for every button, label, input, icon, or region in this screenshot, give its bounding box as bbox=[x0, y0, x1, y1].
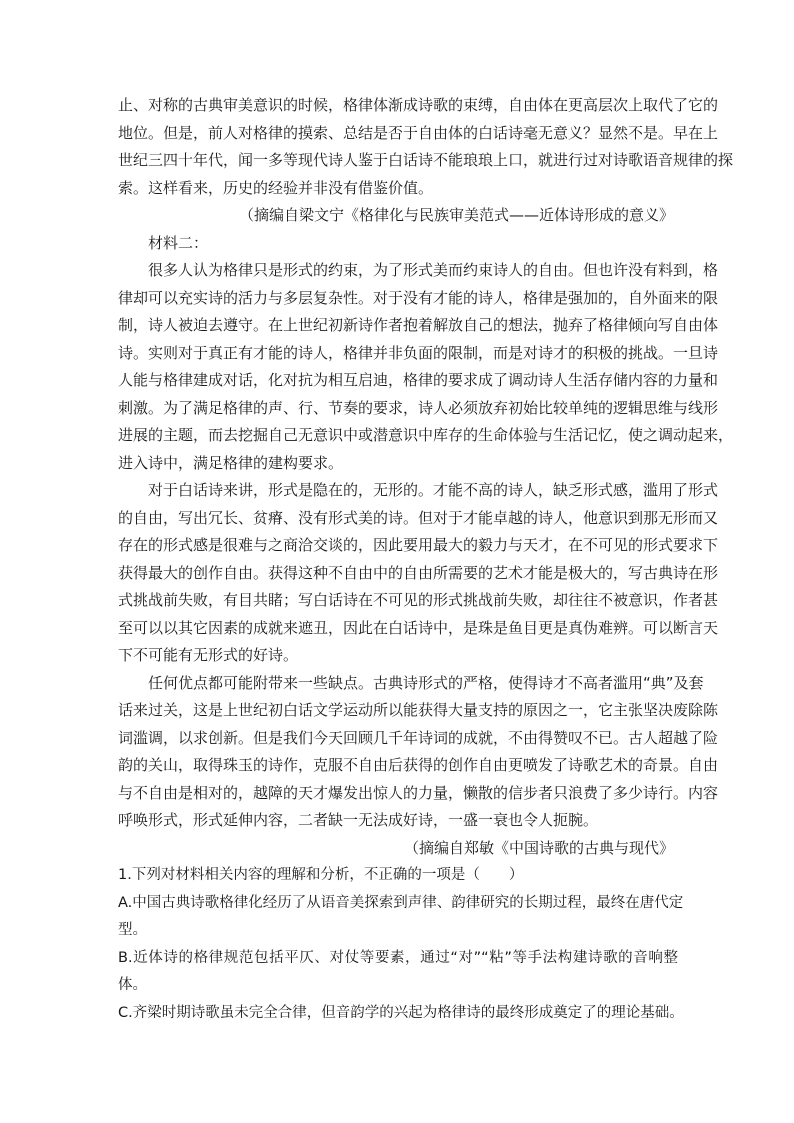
paragraph-line: 韵的关山，取得珠玉的诗作，克服不自由后获得的创作自由更喷发了诗歌艺术的奇景。自由 bbox=[118, 756, 719, 774]
paragraph-line: 世纪三四十年代，闻一多等现代诗人鉴于白话诗不能琅琅上口，就进行过对诗歌语音规律的探 bbox=[118, 151, 734, 169]
paragraph-line: 词滥调，以求创新。但是我们今天回顾几千年诗词的成就，不由得赞叹不已。古人超越了险 bbox=[118, 728, 719, 747]
source-citation: （摘编自梁文宁《格律化与民族审美范式——近体诗形成的意义》 bbox=[238, 206, 674, 224]
paragraph-line: 对于白话诗来讲，形式是隐在的，无形的。才能不高的诗人，缺乏形式感，滥用了形式 bbox=[148, 481, 719, 499]
option-a-continued: 型。 bbox=[118, 922, 147, 938]
paragraph-line: 获得最大的创作自由。获得这种不自由中的自由所需要的艺术才能是极大的，写古典诗在形 bbox=[118, 563, 719, 582]
option-a: A.中国古典诗歌格律化经历了从语音美探索到声律、韵律研究的长期过程，最终在唐代定 bbox=[118, 894, 684, 911]
option-b: B.近体诗的格律规范包括平仄、对仗等要素，通过“对”“粘”等手法构建诗歌的音响整 bbox=[118, 949, 678, 966]
option-b-continued: 体。 bbox=[118, 977, 147, 993]
paragraph-line: 很多人认为格律只是形式的约束，为了形式美而约束诗人的自由。但也许没有料到，格 bbox=[148, 261, 719, 279]
paragraph-line: 诗。实则对于真正有才能的诗人，格律并非负面的限制，而是对诗才的积极的挑战。一旦诗 bbox=[118, 343, 719, 362]
section-heading: 材料二： bbox=[148, 233, 209, 252]
paragraph-line: 律却可以充实诗的活力与多层复杂性。对于没有才能的诗人，格律是强加的，自外面来的限 bbox=[118, 288, 719, 307]
paragraph-line: 止、对称的古典审美意识的时候，格律体渐成诗歌的束缚，自由体在更高层次上取代了它的 bbox=[118, 96, 719, 114]
paragraph-line: 的自由，写出冗长、贫瘠、没有形式美的诗。但对于才能卓越的诗人，他意识到那无形而又 bbox=[118, 508, 719, 527]
paragraph-line: 地位。但是，前人对格律的摸索、总结是否于自由体的白话诗毫无意义？显然不是。早在上 bbox=[118, 123, 719, 142]
paragraph-line: 存在的形式感是很难与之商洽交谈的，因此要用最大的毅力与天才，在不可见的形式要求下 bbox=[118, 536, 719, 554]
page-content bbox=[118, 92, 734, 1027]
source-citation: （摘编自郑敏《中国诗歌的古典与现代》 bbox=[403, 838, 674, 857]
paragraph-line: 刺激。为了满足格律的声、行、节奏的要求，诗人必须放弃初始比较单纯的逻辑思维与线形 bbox=[118, 398, 719, 417]
paragraph-line: 进入诗中，满足格律的建构要求。 bbox=[118, 453, 344, 472]
paragraph-line: 与不自由是相对的，越障的天才爆发出惊人的力量，懒散的信步者只浪费了多少诗行。内容 bbox=[118, 783, 719, 802]
paragraph-line: 索。这样看来，历史的经验并非没有借鉴价值。 bbox=[118, 178, 434, 197]
paragraph-line: 下不可能有无形式的好诗。 bbox=[118, 646, 299, 664]
paragraph-line: 至可以以其它因素的成就来遮丑，因此在白话诗中，是珠是鱼目更是真伪难辨。可以断言天 bbox=[118, 618, 719, 637]
paragraph-line: 式挑战前失败，有目共睹；写白话诗在不可见的形式挑战前失败，却往往不被意识，作者甚 bbox=[118, 591, 719, 609]
paragraph-line: 人能与格律建成对话，化对抗为相互启迪，格律的要求成了调动诗人生活存储内容的力量和 bbox=[118, 371, 719, 389]
question-stem: 1.下列对材料相关内容的理解和分析，不正确的一项是（ ） bbox=[118, 867, 524, 883]
paragraph-line: 呼唤形式，形式延伸内容，二者缺一无法成好诗，一盛一衰也令人扼腕。 bbox=[118, 811, 599, 829]
paragraph-line: 进展的主题，而去挖掘自己无意识中或潜意识中库存的生命体验与生活记忆，使之调动起来， bbox=[118, 426, 734, 444]
paragraph-line: 任何优点都可能附带来一些缺点。古典诗形式的严格，使得诗才不高者滥用“典”及套 bbox=[148, 673, 704, 692]
paragraph-line: 话来过关，这是上世纪初白话文学运动所以能获得大量支持的原因之一，它主张坚决废除陈 bbox=[118, 701, 719, 719]
paragraph-line: 制，诗人被迫去遵守。在上世纪初新诗作者抱着解放自己的想法，抛弃了格律倾向写自由体 bbox=[118, 316, 719, 334]
option-c: C.齐梁时期诗歌虽未完全合律，但音韵学的兴起为格律诗的最终形成奠定了的理论基础。 bbox=[118, 1004, 684, 1021]
